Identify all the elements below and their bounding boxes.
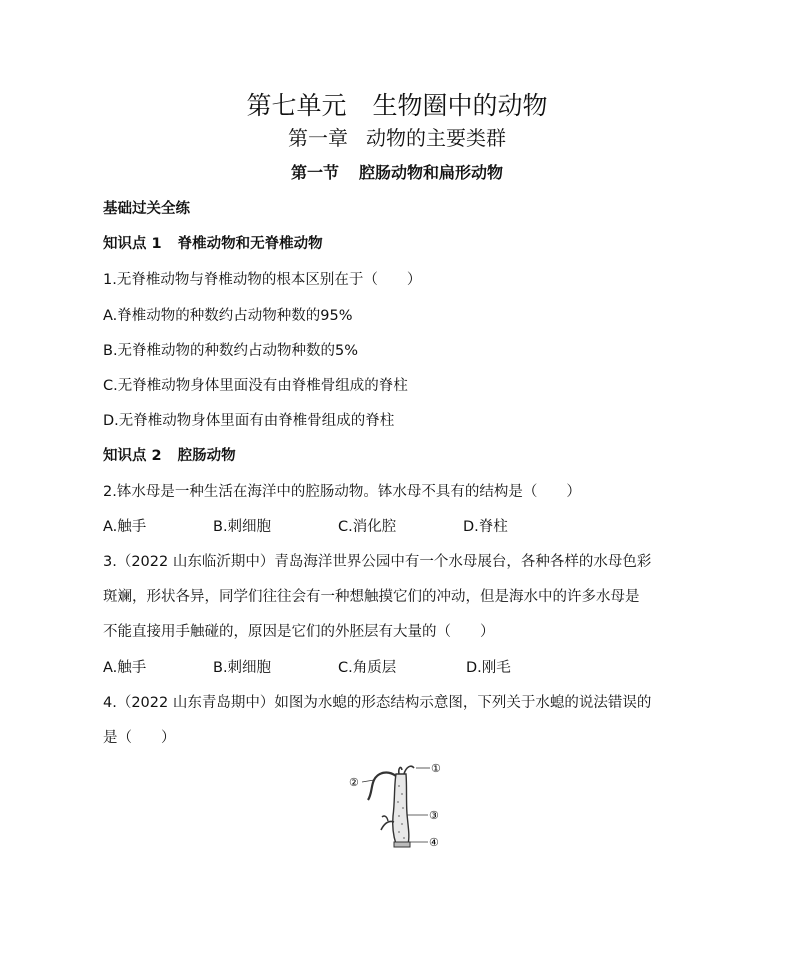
figure-label-4: ④	[429, 836, 439, 849]
unit-title	[0, 86, 794, 122]
question-3-line-3: 不能直接用手触碰的，原因是它们的外胚层有大量的（ ）	[103, 624, 495, 640]
hydra-tentacle-top-right	[404, 766, 414, 774]
knowledge-point-1	[103, 232, 323, 253]
hydra-tentacle-long	[368, 773, 396, 800]
question-3-option-c: C.角质层	[338, 660, 397, 676]
chapter-title	[0, 122, 794, 151]
knowledge-point-2-name: 腔肠动物	[177, 448, 236, 464]
question-4-line-1: 4.（2022 山东青岛期中）如图为水螅的形态结构示意图，下列关于水螅的说法错误的	[103, 695, 652, 711]
question-3-line-1: 3.（2022 山东临沂期中）青岛海洋世界公园中有一个水母展台，各种各样的水母色彩	[103, 554, 652, 570]
figure-label-1: ①	[431, 762, 441, 775]
section-title-name: 腔肠动物和扁形动物	[359, 163, 504, 182]
hydra-bud-tentacle	[382, 816, 388, 821]
question-2-option-d: D.脊柱	[463, 519, 508, 535]
practice-heading: 基础过关全练	[103, 201, 190, 217]
chapter-title-number: 第一章	[288, 126, 348, 150]
hydra-diagram	[344, 756, 450, 856]
question-3-option-b: B.刺细胞	[213, 660, 272, 676]
knowledge-point-1-name: 脊椎动物和无脊椎动物	[177, 236, 323, 252]
knowledge-point-2-label: 知识点 2	[103, 448, 162, 464]
section-title	[0, 160, 794, 183]
question-1-option-a: A.脊椎动物的种数约占动物种数的95%	[103, 308, 353, 324]
question-3-option-d: D.刚毛	[466, 660, 511, 676]
question-1-option-d: D.无脊椎动物身体里面有由脊椎骨组成的脊柱	[103, 413, 395, 429]
hydra-body	[393, 774, 409, 844]
question-4-line-2: 是（ ）	[103, 730, 176, 746]
question-1-option-b: B.无脊椎动物的种数约占动物种数的5%	[103, 343, 359, 359]
knowledge-point-1-label: 知识点 1	[103, 236, 162, 252]
hydra-base	[394, 842, 410, 847]
question-2-option-b: B.刺细胞	[213, 519, 272, 535]
hydra-illustration	[344, 756, 450, 856]
hydra-tentacle-top-left	[399, 767, 402, 774]
question-3-option-a: A.触手	[103, 660, 147, 676]
knowledge-point-2	[103, 444, 236, 465]
question-2-option-c: C.消化腔	[338, 519, 397, 535]
chapter-title-name: 动物的主要类群	[366, 126, 506, 150]
section-title-number: 第一节	[290, 163, 339, 182]
figure-label-2: ②	[349, 776, 359, 789]
unit-title-number: 第七单元	[246, 91, 347, 120]
question-2-stem: 2.钵水母是一种生活在海洋中的腔肠动物。钵水母不具有的结构是（ ）	[103, 484, 581, 500]
question-3-line-2: 斑斓，形状各异，同学们往往会有一种想触摸它们的冲动，但是海水中的许多水母是	[103, 589, 640, 605]
unit-title-name: 生物圈中的动物	[372, 91, 548, 120]
figure-label-3: ③	[429, 809, 439, 822]
question-1-option-c: C.无脊椎动物身体里面没有由脊椎骨组成的脊柱	[103, 378, 408, 394]
question-1-stem: 1.无脊椎动物与脊椎动物的根本区别在于（ ）	[103, 272, 422, 288]
question-2-option-a: A.触手	[103, 519, 147, 535]
